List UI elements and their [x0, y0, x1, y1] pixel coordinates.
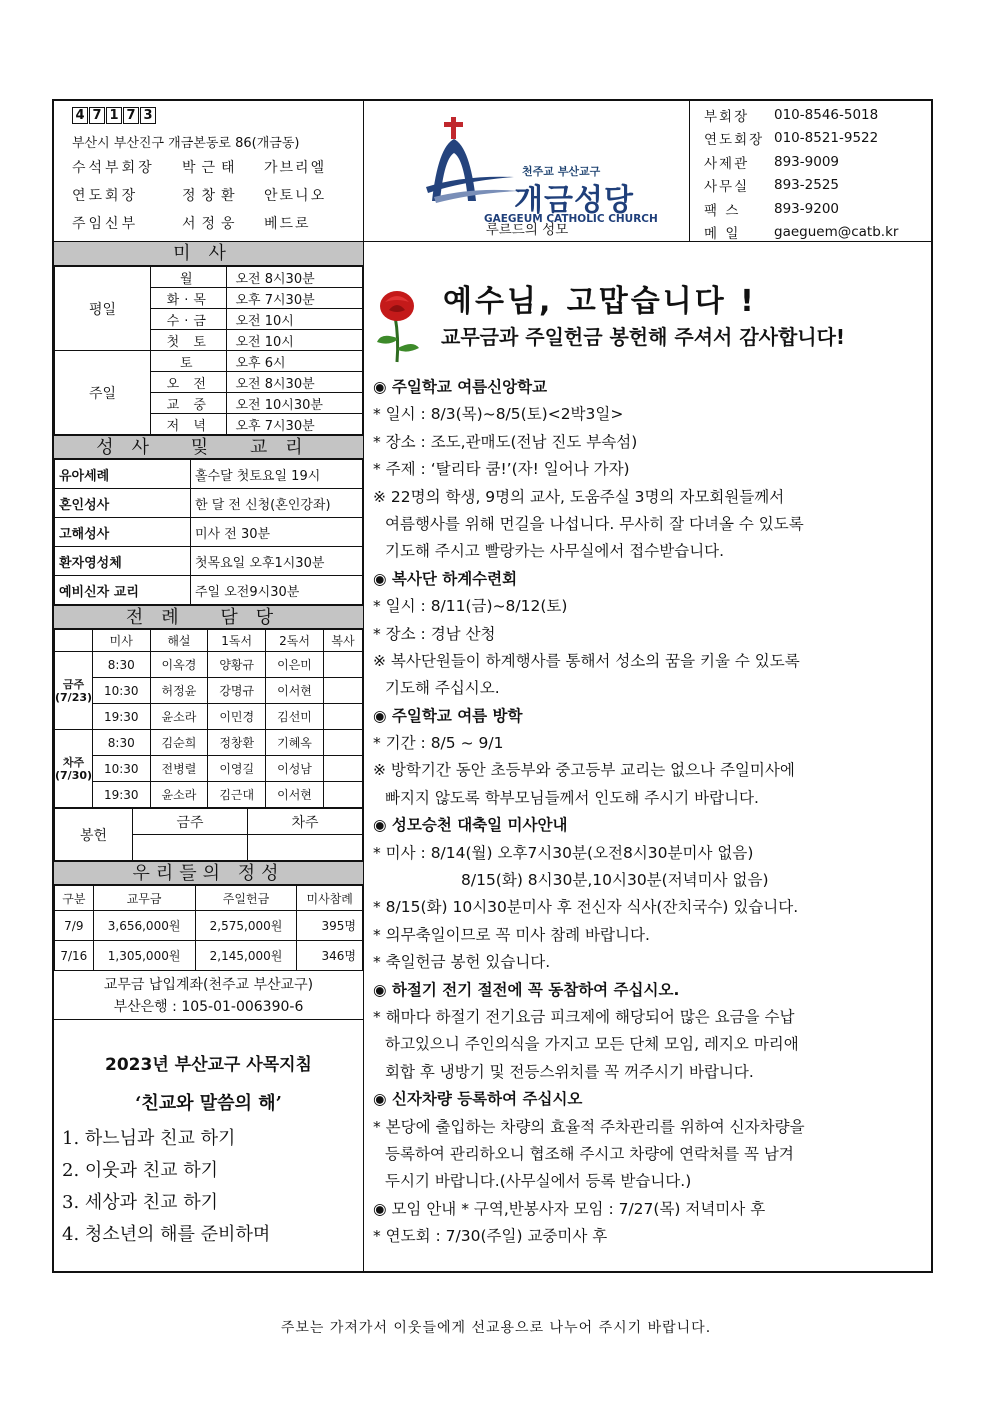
contact-row: 연도회장 010-8521-9522 — [704, 130, 879, 149]
zip-digit: 7 — [123, 107, 139, 124]
announcement-line: ◉ 하절기 전기 절전에 꼭 동참하여 주십시오. — [373, 980, 680, 999]
announcements — [373, 374, 929, 1251]
officer-row: 수석부회장 박근태 가브리엘 — [72, 160, 327, 176]
announcement-line: ◉ 신자차량 등록하여 주십시오 — [373, 1090, 583, 1109]
church-logo — [424, 117, 658, 225]
logo-title: 개금성당 — [514, 183, 634, 218]
zip-digit: 7 — [89, 107, 105, 124]
announcement-line: 8/15(화) 8시30분,10시30분(저녁미사 없음) — [461, 871, 769, 890]
announcement-line: * 축일헌금 봉헌 있습니다. — [373, 953, 551, 972]
announcement-line: ※ 22명의 학생, 9명의 교사, 도움주실 3명의 자모회원들께서 — [373, 487, 785, 506]
announcement-line: 회합 후 냉방기 및 전등스위치를 꼭 꺼주시기 바랍니다. — [385, 1062, 754, 1081]
header-info — [54, 101, 364, 242]
announcement-line: * 장소 : 조도,관매도(전남 진도 부속섬) — [373, 432, 638, 451]
hero-title: 예수님, 고맙습니다 ! — [443, 284, 757, 319]
contact-row: 부회장 010-8546-5018 — [704, 106, 879, 125]
contact-row: 사제관 893-9009 — [704, 153, 839, 172]
guide-title: 2023년 부산교구 사목지침 — [105, 1055, 312, 1075]
guide-item: 2. 이웃과 친교 하기 — [62, 1160, 219, 1181]
announcement-line: 하고있으니 주인의식을 가지고 모든 단체 모임, 레지오 마리애 — [385, 1035, 799, 1054]
announcement-line: 여름행사를 위해 먼길을 나섭니다. 무사히 잘 다녀올 수 있도록 — [385, 514, 804, 533]
contact-row: 메 일 gaeguem@catb.kr — [704, 224, 899, 243]
contact-row: 팩 스 893-9200 — [704, 200, 839, 219]
lourdes-caption: 루르드의 성모 — [485, 222, 569, 238]
email-link[interactable]: gaeguem@catb.kr — [774, 224, 899, 241]
sacraments-section-title: 성사 및 교리 — [54, 435, 363, 459]
mass-schedule-table: 평일 월 오전 8시30분 화·목 오후 7시30분 수·금 오전 10시 첫 토 오전 10시 주일 토 오후 6시 오 전 오전 8시30분 교 중 오전 10시30분 저 녁 오후 7시30분 — [54, 266, 363, 435]
offerings-table: 구분 교무금 주일헌금 미사참례 7/9 3,656,000원 2,575,000원 395명 7/16 1,305,000원 2,145,000원 346명 — [54, 885, 363, 971]
announcement-line: 두시기 바랍니다.(사무실에서 등록 받습니다.) — [385, 1172, 692, 1191]
liturgy-table: 미사 해설 1독서 2독서 복사 금주(7/23) 8:30 이옥경 양황규 이은미 10:30 허정윤 강명규 이서현 19:30 윤소라 이민경 김선미 차주(7/30) 8:30 김순희 정창환 기혜옥 10:30 전병렬 이영길 이성남 19:30 윤소라 김근대 이서현 — [54, 629, 363, 808]
announcement-line: ◉ 주일학교 여름신앙학교 — [373, 378, 548, 396]
announcement-line: * 의무축일이므로 꼭 미사 참례 바랍니다. — [373, 925, 650, 944]
announcement-line: * 미사 : 8/14(월) 오후7시30분(오전8시30분미사 없음) — [373, 843, 754, 862]
guide-item: 3. 세상과 친교 하기 — [62, 1192, 219, 1213]
church-logo-area — [364, 101, 690, 242]
offering-duty-table: 봉헌 금주 차주 — [54, 808, 363, 861]
guide-item: 1. 하느님과 친교 하기 — [62, 1128, 236, 1149]
week-label: 차주(7/30) — [55, 730, 93, 808]
contact-row: 사무실 893-2525 — [704, 177, 839, 196]
logo-english: GAEGEUM CATHOLIC CHURCH — [484, 213, 658, 225]
liturgy-section-title: 전례 담당 — [54, 605, 363, 629]
bulletin-frame — [52, 99, 933, 1273]
footer-note: 주보는 가져가서 이웃들에게 선교용으로 나누어 주시기 바랍니다. — [280, 1320, 712, 1336]
announcement-line: * 해마다 하절기 전기요금 피크제에 해당되어 많은 요금을 수납 — [373, 1007, 795, 1026]
contact-list — [690, 101, 933, 242]
zip-digit: 1 — [106, 107, 122, 124]
announcement-line: ◉ 복사단 하계수련회 — [373, 569, 518, 588]
announcement-line: 기도해 주시고 빨랑카는 사무실에서 접수받습니다. — [385, 542, 725, 561]
announcement-line: ◉ 성모승천 대축일 미사안내 — [373, 816, 568, 835]
announcement-line: * 일시 : 8/11(금)~8/12(토) — [373, 597, 568, 616]
zip-code — [72, 107, 363, 124]
announcement-line: ※ 방학기간 동안 초등부와 중고등부 교리는 없으나 주일미사에 — [373, 761, 795, 780]
announcement-line: 빠지지 않도록 학부모님들께서 인도해 주시기 바랍니다. — [385, 788, 759, 807]
mass-section-title: 미사 — [54, 242, 363, 266]
left-column — [54, 242, 364, 1273]
zip-digit: 3 — [140, 107, 156, 124]
announcement-line: * 일시 : 8/3(목)~8/5(토)<2박3일> — [373, 405, 624, 424]
announcement-line: * 연도회 : 7/30(주일) 교중미사 후 — [373, 1227, 608, 1246]
offerings-section-title: 우리들의 정성 — [54, 861, 363, 885]
logo-subtitle: 천주교 부산교구 — [522, 165, 601, 178]
announcement-line: ◉ 주일학교 여름 방학 — [373, 706, 523, 725]
guide-item: 4. 청소년의 해를 준비하며 — [62, 1224, 271, 1245]
account-number: 부산은행 : 105-01-006390-6 — [113, 999, 304, 1015]
announcement-line: * 장소 : 경남 산청 — [373, 624, 496, 643]
weekday-label: 평일 — [55, 267, 151, 351]
announcement-line: ◉ 모임 안내 * 구역,반봉사자 모임 : 7/27(목) 저녁미사 후 — [373, 1199, 766, 1218]
announcement-line: * 주제 : ‘탈리타 쿰!’(자! 일어나 가자) — [373, 460, 630, 479]
hero-subtitle: 교무금과 주일헌금 봉헌해 주셔서 감사합니다! — [441, 325, 846, 349]
guide-subtitle: ‘친교와 말씀의 해’ — [135, 1093, 282, 1114]
pastoral-guide — [54, 1050, 363, 1251]
account-line: 교무금 납입계좌(천주교 부산교구) — [103, 977, 314, 993]
officer-row: 주임신부 서정웅 베드로 — [72, 216, 311, 232]
officer-row: 연도회장 정창환 안토니오 — [72, 188, 327, 204]
rose-icon — [373, 288, 423, 364]
announcement-line: * 기간 : 8/5 ~ 9/1 — [373, 734, 504, 753]
announcement-line: 등록하여 관리하오니 협조해 주시고 차량에 연락처를 꼭 남겨 — [385, 1144, 794, 1163]
zip-digit: 4 — [72, 107, 88, 124]
announcement-line: 기도해 주십시오. — [385, 679, 500, 698]
announcement-line: * 8/15(화) 10시30분미사 후 전신자 식사(잔치국수) 있습니다. — [373, 898, 799, 917]
address: 부산시 부산진구 개금본동로 86(개금동) — [72, 136, 300, 151]
week-label: 금주(7/23) — [55, 652, 93, 730]
sacraments-table: 유아세례 홀수달 첫토요일 19시 혼인성사 한 달 전 신청(혼인강좌) 고해성사 미사 전 30분 환자영성체 첫목요일 오후1시30분 예비신자 교리 주일 오전9시30분 — [54, 459, 363, 605]
account-box — [54, 971, 363, 1020]
sunday-label: 주일 — [55, 351, 151, 435]
announcement-line: ※ 복사단원들이 하계행사를 통해서 성소의 꿈을 키울 수 있도록 — [373, 651, 800, 670]
announcement-line: * 본당에 출입하는 차량의 효율적 주차관리를 위하여 신자차량을 — [373, 1117, 805, 1136]
right-column — [365, 242, 933, 1273]
